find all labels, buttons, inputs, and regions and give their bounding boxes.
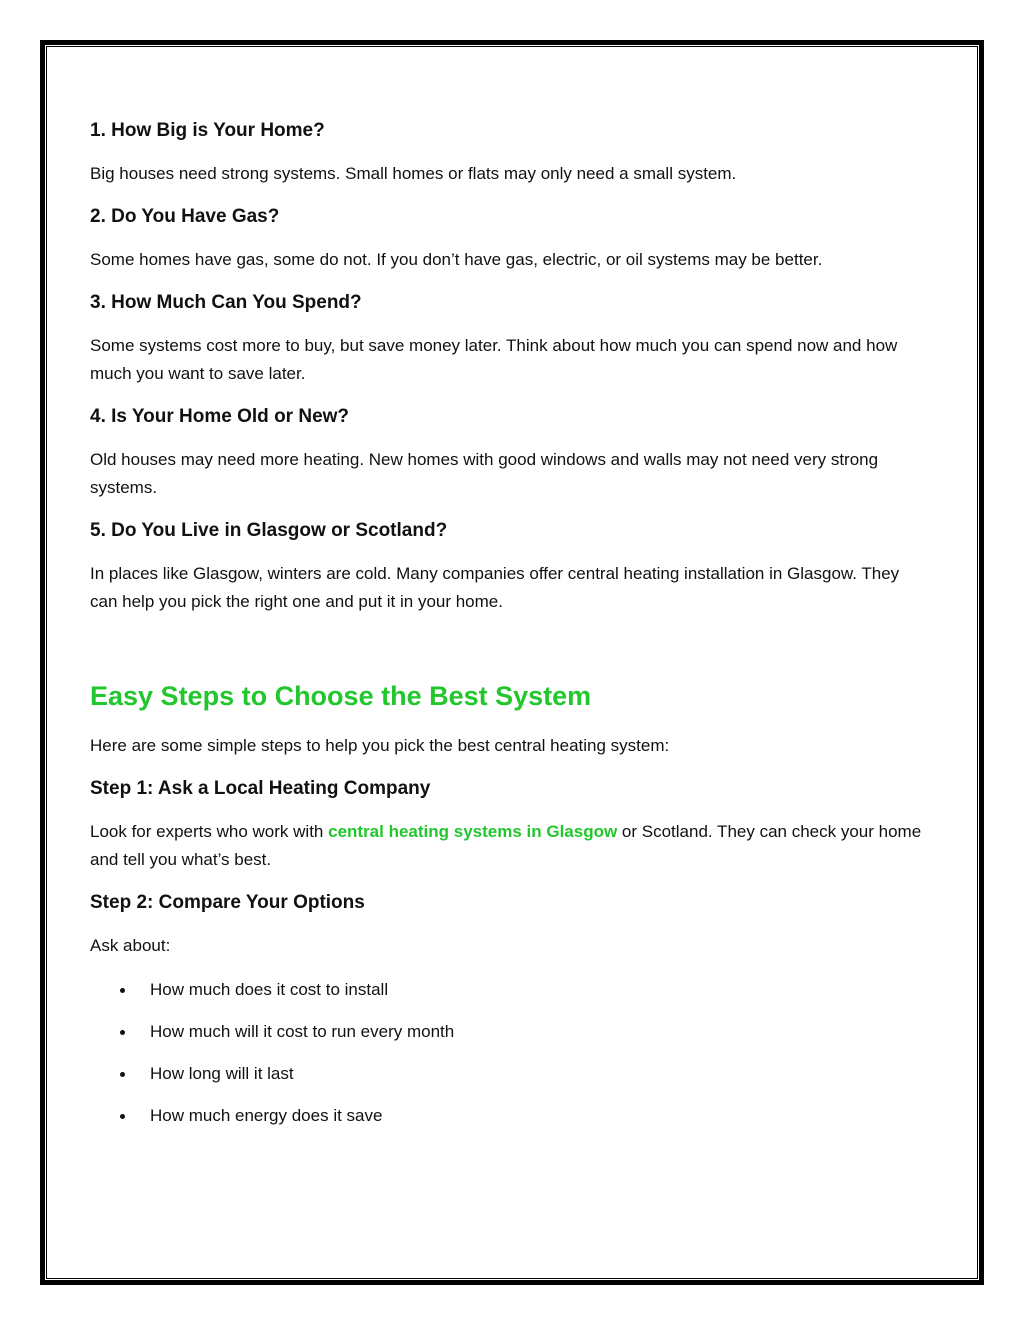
question-body-2: Some homes have gas, some do not. If you don’t have gas, electric, or oil systems may be better.: [90, 250, 823, 269]
document-content: [90, 118, 930, 1144]
list-item-text: How long will it last: [150, 1064, 294, 1083]
bullet-icon: [120, 988, 125, 993]
step2-intro: Ask about:: [90, 936, 171, 955]
list-item-text: How much energy does it save: [150, 1106, 383, 1125]
easy-steps-title: Easy Steps to Choose the Best System: [90, 681, 592, 711]
question-heading-1: 1. How Big is Your Home?: [90, 120, 325, 141]
question-body-1: Big houses need strong systems. Small homes or flats may only need a small system.: [90, 164, 737, 183]
easy-steps-intro: Here are some simple steps to help you pick the best central heating system:: [90, 736, 670, 755]
question-heading-2: 2. Do You Have Gas?: [90, 206, 280, 227]
question-body-3: Some systems cost more to buy, but save money later. Think about how much you can spend now and how much you want to save later.: [90, 336, 898, 383]
question-heading-3: 3. How Much Can You Spend?: [90, 292, 362, 313]
list-item: [90, 1102, 930, 1130]
list-item-text: How much does it cost to install: [150, 980, 389, 999]
list-item: [90, 976, 930, 1004]
list-item-text: How much will it cost to run every month: [150, 1022, 455, 1041]
step2-heading: Step 2: Compare Your Options: [90, 892, 365, 913]
step1-heading: Step 1: Ask a Local Heating Company: [90, 778, 431, 799]
question-heading-4: 4. Is Your Home Old or New?: [90, 406, 350, 427]
question-body-5: In places like Glasgow, winters are cold. Many companies offer central heating installation in Glasgow. They can help you pick the right one and put it in your home.: [90, 564, 900, 611]
section-spacer: [90, 632, 930, 678]
bullet-icon: [120, 1030, 125, 1035]
step1-body: [90, 818, 930, 874]
bullet-icon: [120, 1072, 125, 1077]
list-item: [90, 1060, 930, 1088]
question-body-4: Old houses may need more heating. New homes with good windows and walls may not need very strong systems.: [90, 450, 879, 497]
question-heading-5: 5. Do You Live in Glasgow or Scotland?: [90, 520, 448, 541]
step1-body-before: Look for experts who work with: [90, 822, 329, 841]
list-item: [90, 1018, 930, 1046]
ask-about-list: [90, 976, 930, 1130]
bullet-icon: [120, 1114, 125, 1119]
step1-body-after: or Scotland. They can check your home and tell you what’s best.: [90, 822, 922, 869]
central-heating-glasgow-link[interactable]: central heating systems in Glasgow: [328, 822, 618, 841]
